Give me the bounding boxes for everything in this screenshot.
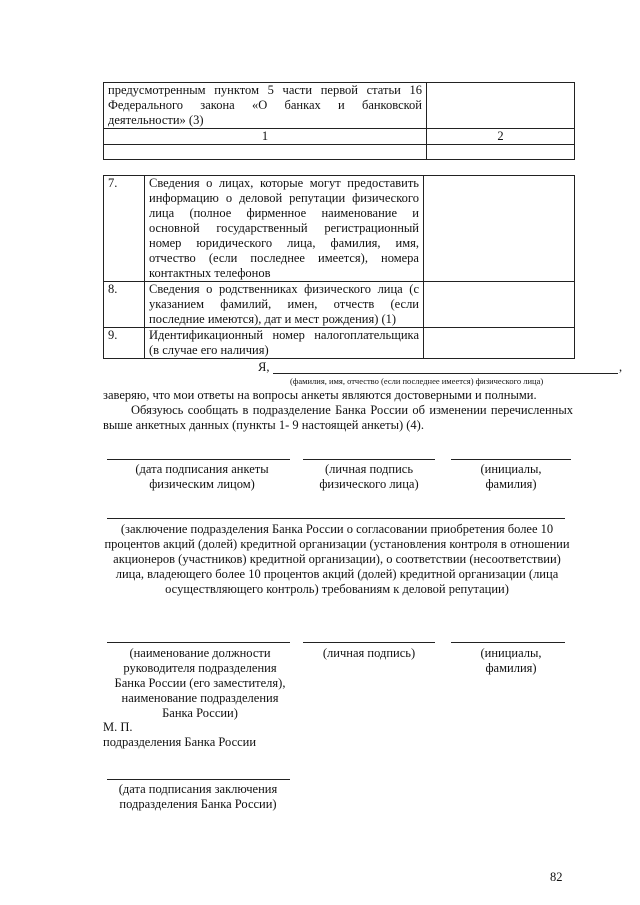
table-main bbox=[103, 175, 575, 359]
table-row bbox=[104, 328, 575, 359]
personal-signature-label: (личная подпись физического лица) bbox=[319, 462, 419, 491]
declaration-line1: заверяю, что мои ответы на вопросы анкеты являются достоверными и полными. bbox=[103, 388, 537, 402]
declaration-comma: , bbox=[619, 360, 623, 374]
table-row bbox=[104, 176, 575, 282]
table-top-row-text: предусмотренным пунктом 5 части первой статьи 16 Федерального закона «О банках и банковской деятельности» (3) bbox=[108, 83, 422, 127]
row-number: 9. bbox=[104, 328, 145, 359]
row-number: 8. bbox=[104, 282, 145, 328]
table-top bbox=[103, 82, 575, 160]
page-number: 82 bbox=[550, 870, 563, 884]
declaration-ya: Я, bbox=[258, 360, 270, 374]
personal-signature-label-2: (личная подпись) bbox=[322, 646, 416, 660]
name-line bbox=[273, 373, 618, 374]
conclusion-date-line bbox=[107, 779, 290, 780]
stamp-unit: подразделения Банка России bbox=[103, 735, 257, 749]
conclusion-date-label: (дата подписания заключения подразделения Банка России) bbox=[118, 782, 278, 811]
row-text: Идентификационный номер налогоплательщика (в случае его наличия) bbox=[145, 328, 424, 359]
date-signature-line bbox=[107, 459, 290, 460]
initials-label-2: (инициалы, фамилия) bbox=[480, 646, 542, 675]
stamp-mp: М. П. bbox=[103, 720, 133, 734]
initials-line bbox=[451, 459, 571, 460]
initials-line-2 bbox=[451, 642, 565, 643]
conclusion-text: (заключение подразделения Банка России о согласовании приобретения более 10 процентов акций (долей) кредитной организации (установления контроля в отношении акционеров (участников) кредитной организации), о соответствии (несоответствии) лица, владеющего более 10 процентов акций (долей) кредитной организации (лица осуществляющего контроль) требованиям к деловой репутации) bbox=[104, 522, 570, 596]
personal-signature-line-2 bbox=[303, 642, 435, 643]
column-number-2: 2 bbox=[427, 129, 575, 145]
table-top-cell-text bbox=[104, 83, 427, 129]
table-top-cell-empty bbox=[427, 83, 575, 129]
position-line bbox=[107, 642, 290, 643]
row-value bbox=[424, 176, 575, 282]
row-number: 7. bbox=[104, 176, 145, 282]
conclusion-line bbox=[107, 518, 565, 519]
initials-label: (инициалы, фамилия) bbox=[480, 462, 542, 491]
date-label: (дата подписания анкеты физическим лицом) bbox=[135, 462, 269, 491]
table-row bbox=[104, 282, 575, 328]
table-top-empty-cell bbox=[427, 145, 575, 160]
row-value bbox=[424, 282, 575, 328]
personal-signature-line bbox=[303, 459, 435, 460]
name-caption: (фамилия, имя, отчество (если последнее имеется) физического лица) bbox=[290, 376, 544, 386]
row-text: Сведения о лицах, которые могут предоставить информацию о деловой репутации физического лица (полное фирменное наименование и основной государственный регистрационный номер юридического лица, фамилия, имя, отчество (если последнее имеется), номера контактных телефонов bbox=[145, 176, 424, 282]
declaration-line2: Обязуюсь сообщать в подразделение Банка России об изменении перечисленных выше анкетных данных (пункты 1- 9 настоящей анкеты) (4). bbox=[103, 403, 573, 432]
table-top-empty-cell bbox=[104, 145, 427, 160]
row-text: Сведения о родственниках физического лица (с указанием фамилий, имен, отчеств (если последние имеются), дат и мест рождения) (1) bbox=[145, 282, 424, 328]
column-number-1: 1 bbox=[104, 129, 427, 145]
row-value bbox=[424, 328, 575, 359]
position-label: (наименование должности руководителя подразделения Банка России (его заместителя), наименование подразделения Банка России) bbox=[114, 646, 286, 720]
